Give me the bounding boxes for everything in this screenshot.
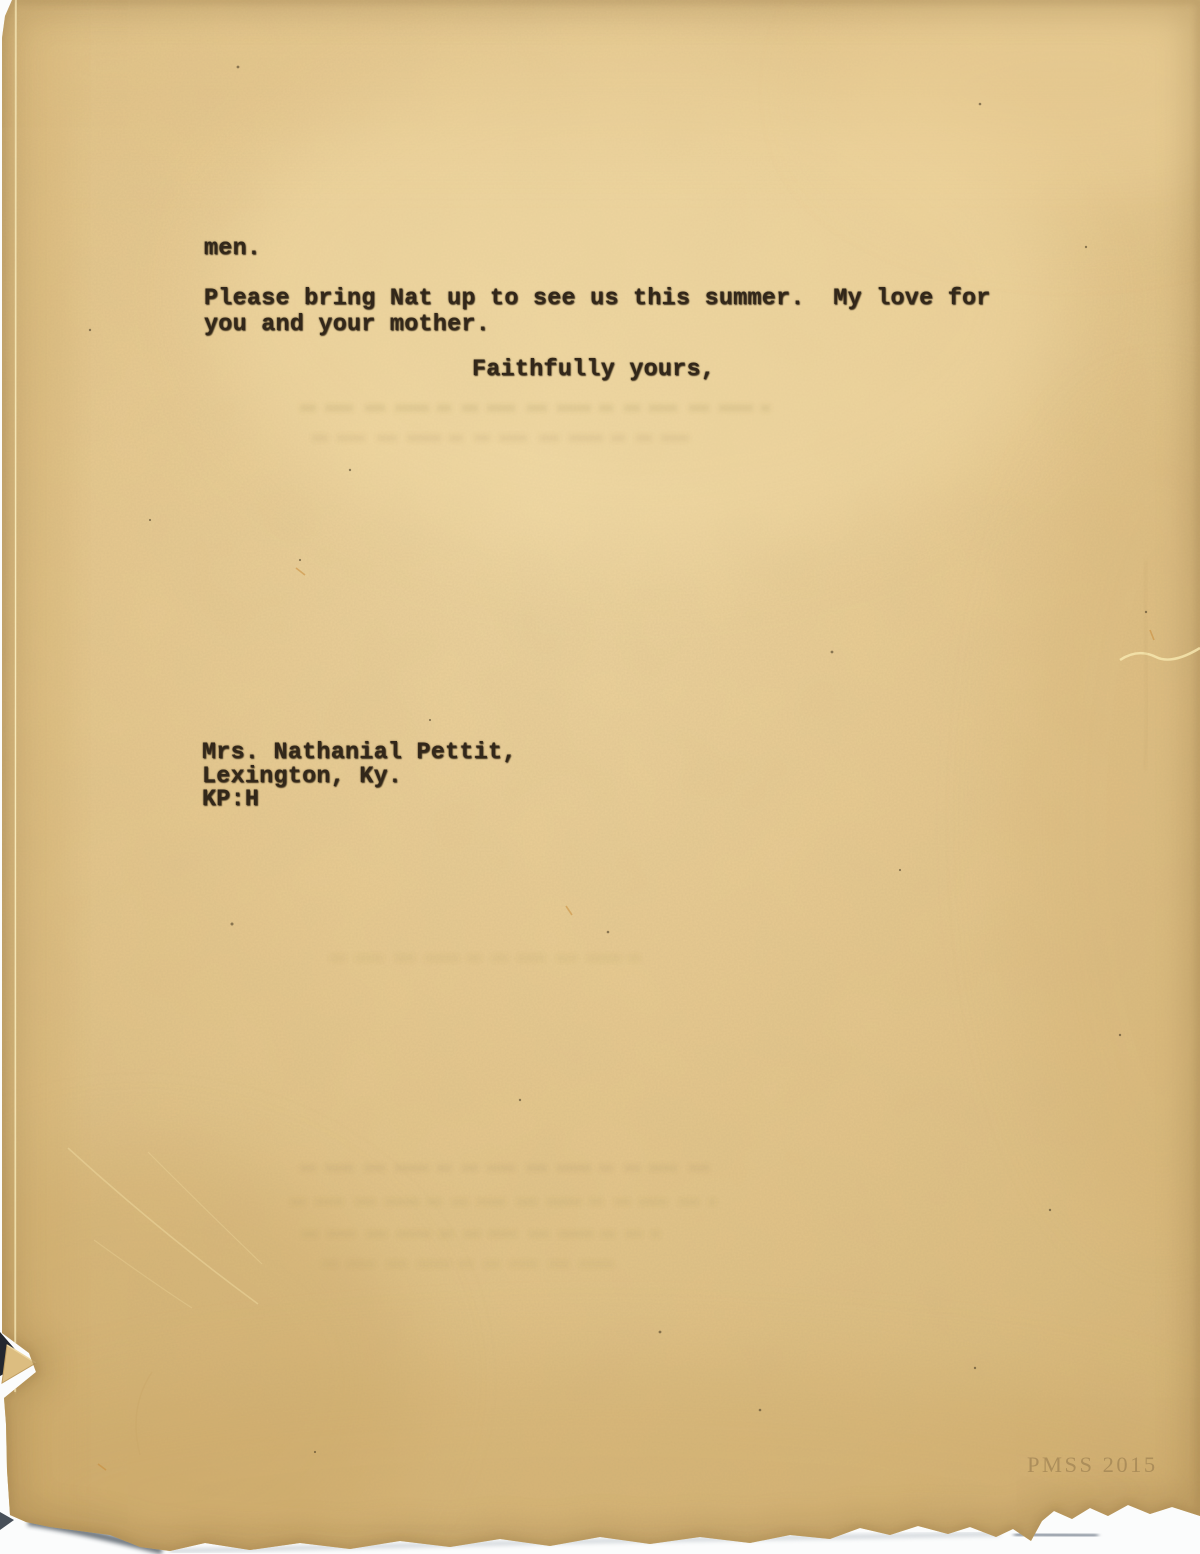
recipient-city: Lexington, Ky. xyxy=(202,763,403,790)
letter-body-line-1: Please bring Nat up to see us this summer. My love for xyxy=(204,285,991,312)
typist-initials: KP:H xyxy=(202,786,260,813)
letter-closing: Faithfully yours, xyxy=(472,356,716,383)
letter-fragment-line: men. xyxy=(204,235,262,262)
archive-watermark: PMSS 2015 xyxy=(1027,1452,1158,1477)
letter-body-line-2: you and your mother. xyxy=(204,311,491,338)
recipient-name: Mrs. Nathanial Pettit, xyxy=(202,739,517,766)
